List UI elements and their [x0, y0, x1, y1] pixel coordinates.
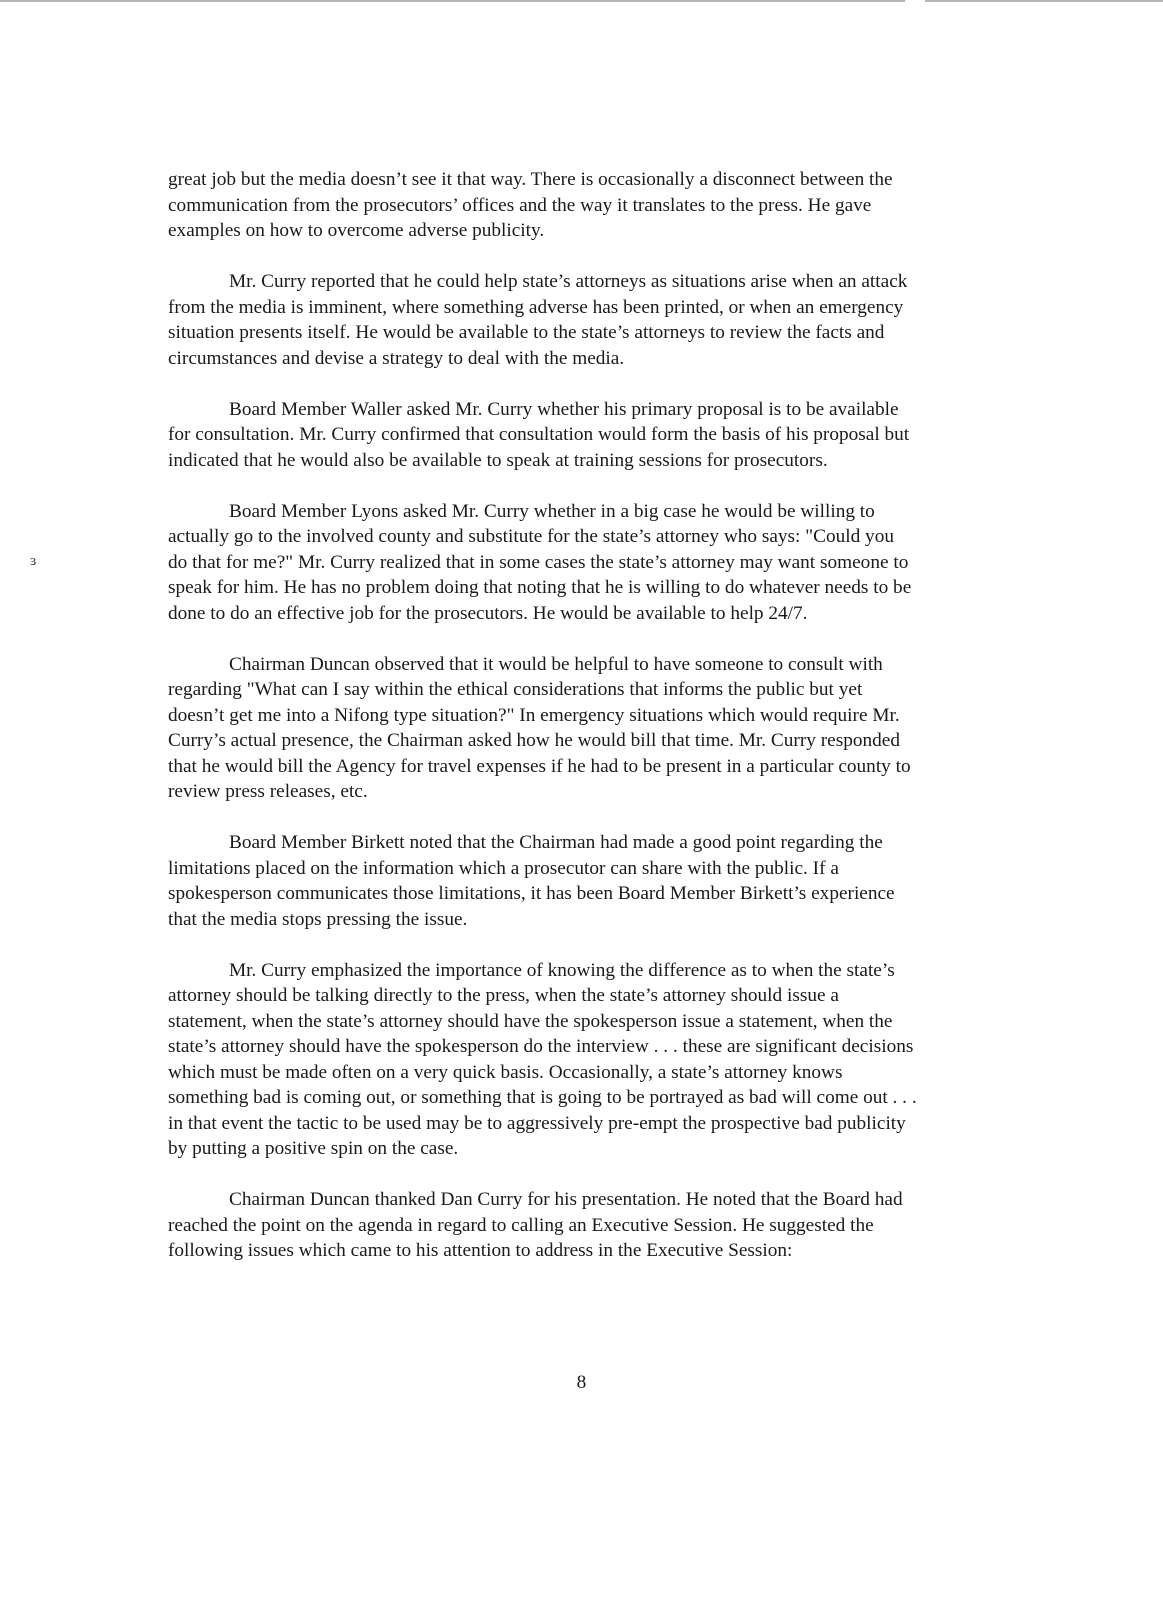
margin-mark: ɜ	[30, 553, 37, 569]
paragraph-birkett-note: Board Member Birkett noted that the Chairman had made a good point regarding the limitations placed on the information which a prosecutor can share with the public. If a spokesperson communicates those limitations, it has been Board Member Birkett’s experience that the media stops pressing the issue.	[168, 832, 895, 930]
paragraph-duncan-observation: Chairman Duncan observed that it would be helpful to have someone to consult with regarding "What can I say within the ethical considerations that informs the public but yet doesn’t get me into a Nifong type situation?" In emergency situations which would require Mr. Curry’s actual presence, the Chairman asked how he would bill that time. Mr. Curry responded that he would bill the Agency for travel expenses if he had to be present in a particular county to review press releases, etc.	[168, 653, 911, 802]
page-number: 8	[576, 1372, 587, 1393]
paragraph-curry-emphasis: Mr. Curry emphasized the importance of knowing the difference as to when the state’s attorney should be talking directly to the press, when the state’s attorney should issue a statement, when the state’s attorney should have the spokesperson issue a statement, when the state’s attorney should have the spokesperson do the interview . . . these are significant decisions which must be made often on a very quick basis. Occasionally, a state’s attorney knows something bad is coming out, or something that is going to be portrayed as bad will come out . . . in that event the tactic to be used may be to aggressively pre-empt the prospective bad publicity by putting a positive spin on the case.	[168, 959, 917, 1159]
paragraph-waller-question: Board Member Waller asked Mr. Curry whether his primary proposal is to be available for consultation. Mr. Curry confirmed that consultation would form the basis of his proposal but indicated that he would also be available to speak at training sessions for prosecutors.	[168, 398, 910, 471]
paragraph-duncan-thanks: Chairman Duncan thanked Dan Curry for his presentation. He noted that the Board had reached the point on the agenda in regard to calling an Executive Session. He suggested the following issues which came to his attention to address in the Executive Session:	[168, 1189, 903, 1261]
paragraph-lyons-question: Board Member Lyons asked Mr. Curry whether in a big case he would be willing to actually go to the involved county and substitute for the state’s attorney who says: "Could you do that for me?" Mr. Curry realized that in some cases the state’s attorney may want someone to speak for him. He has no problem doing that noting that he is willing to do whatever needs to be done to do an effective job for the prosecutors. He would be available to help 24/7.	[168, 500, 912, 624]
paragraph-continued: great job but the media doesn’t see it that way. There is occasionally a disconnect between the communication from the prosecutors’ offices and the way it translates to the press. He gave examples on how to overcome adverse publicity.	[168, 169, 893, 241]
scan-edge-line	[0, 0, 1163, 2]
paragraph-curry-report: Mr. Curry reported that he could help state’s attorneys as situations arise when an attack from the media is imminent, where something adverse has been printed, or when an emergency situation presents itself. He would be available to the state’s attorneys to review the facts and circumstances and devise a strategy to deal with the media.	[168, 271, 908, 369]
page-body	[168, 167, 1008, 1289]
scan-edge-gap	[905, 0, 925, 2]
